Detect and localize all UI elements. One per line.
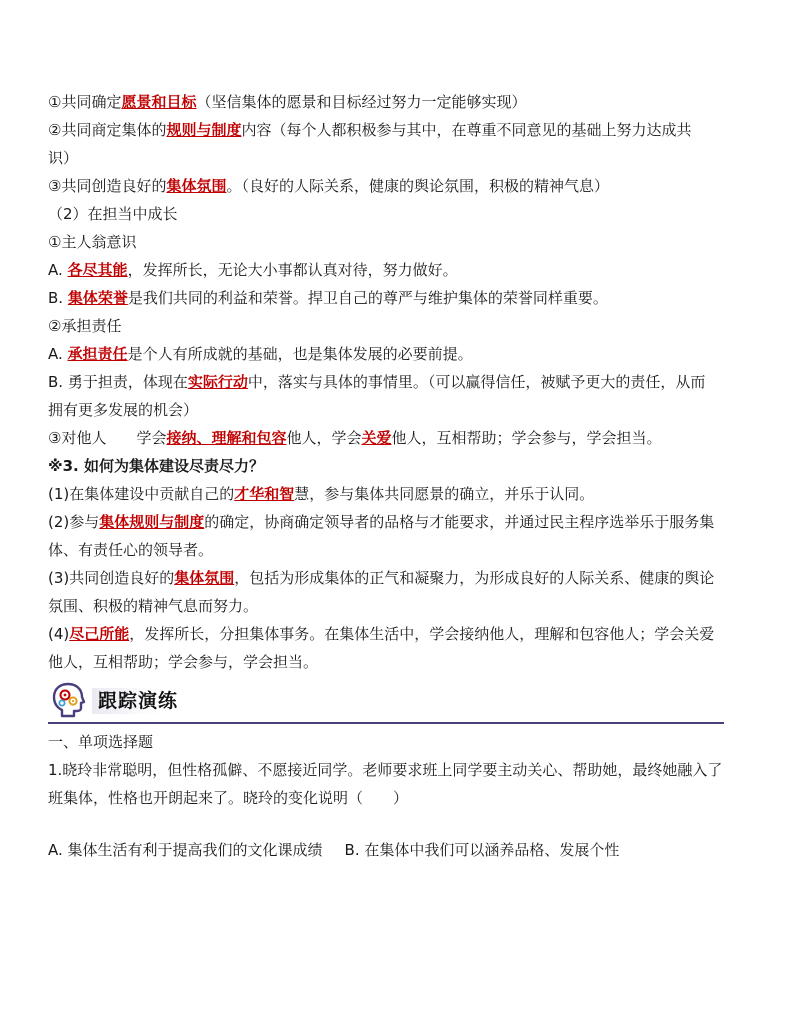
text-line: 他人，互相帮助；学会参与，学会担当。 [48,653,319,671]
key-term: 承担责任 [67,345,128,363]
subheading: ②承担责任 [48,317,122,335]
key-term: 才华和智 [234,485,295,503]
spacer [48,812,748,836]
option-a[interactable]: A. 集体生活有利于提高我们的文化课成绩 [48,841,323,859]
text-line: (3)共同创造良好的集体氛围，包括为形成集体的正气和凝聚力，为形成良好的人际关系、健康的舆论 [48,569,715,587]
key-term: 尽己所能 [69,625,130,643]
text-line: 氛围、积极的精神气息而努力。 [48,597,259,615]
key-term: 集体氛围 [166,177,227,195]
text-line: ③对他人 学会接纳、理解和包容他人，学会关爱他人，互相帮助；学会参与，学会担当。 [48,429,662,447]
banner-divider [48,722,724,724]
subheading: ①主人翁意识 [48,233,137,251]
text-line: A. 承担责任是个人有所成就的基础，也是集体发展的必要前提。 [48,345,473,363]
key-term: 集体氛围 [174,569,235,587]
exercise-section-title: 一、单项选择题 [48,733,154,751]
text-line: B. 集体荣誉是我们共同的利益和荣誉。捍卫自己的尊严与维护集体的荣誉同样重要。 [48,289,608,307]
key-term: 关爱 [361,429,392,447]
head-gears-icon [48,680,88,720]
document-page [48,88,748,864]
banner-title: 跟踪演练 [98,690,179,712]
key-term: 愿景和目标 [121,93,197,111]
question-heading: ※3. 如何为集体建设尽责尽力？ [48,457,264,475]
text-line: ③共同创造良好的集体氛围。（良好的人际关系，健康的舆论氛围，积极的精神气息） [48,177,609,195]
text-line: 体、有责任心的领导者。 [48,541,214,559]
option-b[interactable]: B. 在集体中我们可以涵养品格、发展个性 [344,841,620,859]
key-term: 集体规则与制度 [99,513,205,531]
subheading: （2）在担当中成长 [48,205,178,223]
key-term: 实际行动 [187,373,248,391]
text-line: 识） [48,149,79,167]
text-line: ①共同确定愿景和目标（坚信集体的愿景和目标经过努力一定能够实现） [48,93,527,111]
text-line: (4)尽己所能，发挥所长，分担集体事务。在集体生活中，学会接纳他人，理解和包容他人；学会关爱 [48,625,715,643]
question-text: 1.晓玲非常聪明，但性格孤僻、不愿接近同学。老师要求班上同学要主动关心、帮助她，最终她融入了 [48,761,723,779]
key-term: 接纳、理解和包容 [166,429,287,447]
question-text: 班集体，性格也开朗起来了。晓玲的变化说明（ ） [48,789,409,807]
text-line: (1)在集体建设中贡献自己的才华和智慧，参与集体共同愿景的确立，并乐于认同。 [48,485,595,503]
section-banner [48,680,748,724]
text-line: ②共同商定集体的规则与制度内容（每个人都积极参与其中，在尊重不同意见的基础上努力达成共 [48,121,692,139]
text-line: B. 勇于担责，体现在实际行动中，落实与具体的事情里。（可以赢得信任，被赋予更大的责任，从而 [48,373,706,391]
key-term: 各尽其能 [67,261,128,279]
key-term: 规则与制度 [166,121,242,139]
key-term: 集体荣誉 [67,289,128,307]
options-row [48,836,748,864]
text-line: A. 各尽其能，发挥所长，无论大小事都认真对待，努力做好。 [48,261,458,279]
text-line: (2)参与集体规则与制度的确定，协商确定领导者的品格与才能要求，并通过民主程序选举乐于服务集 [48,513,715,531]
text-line: 拥有更多发展的机会） [48,401,199,419]
